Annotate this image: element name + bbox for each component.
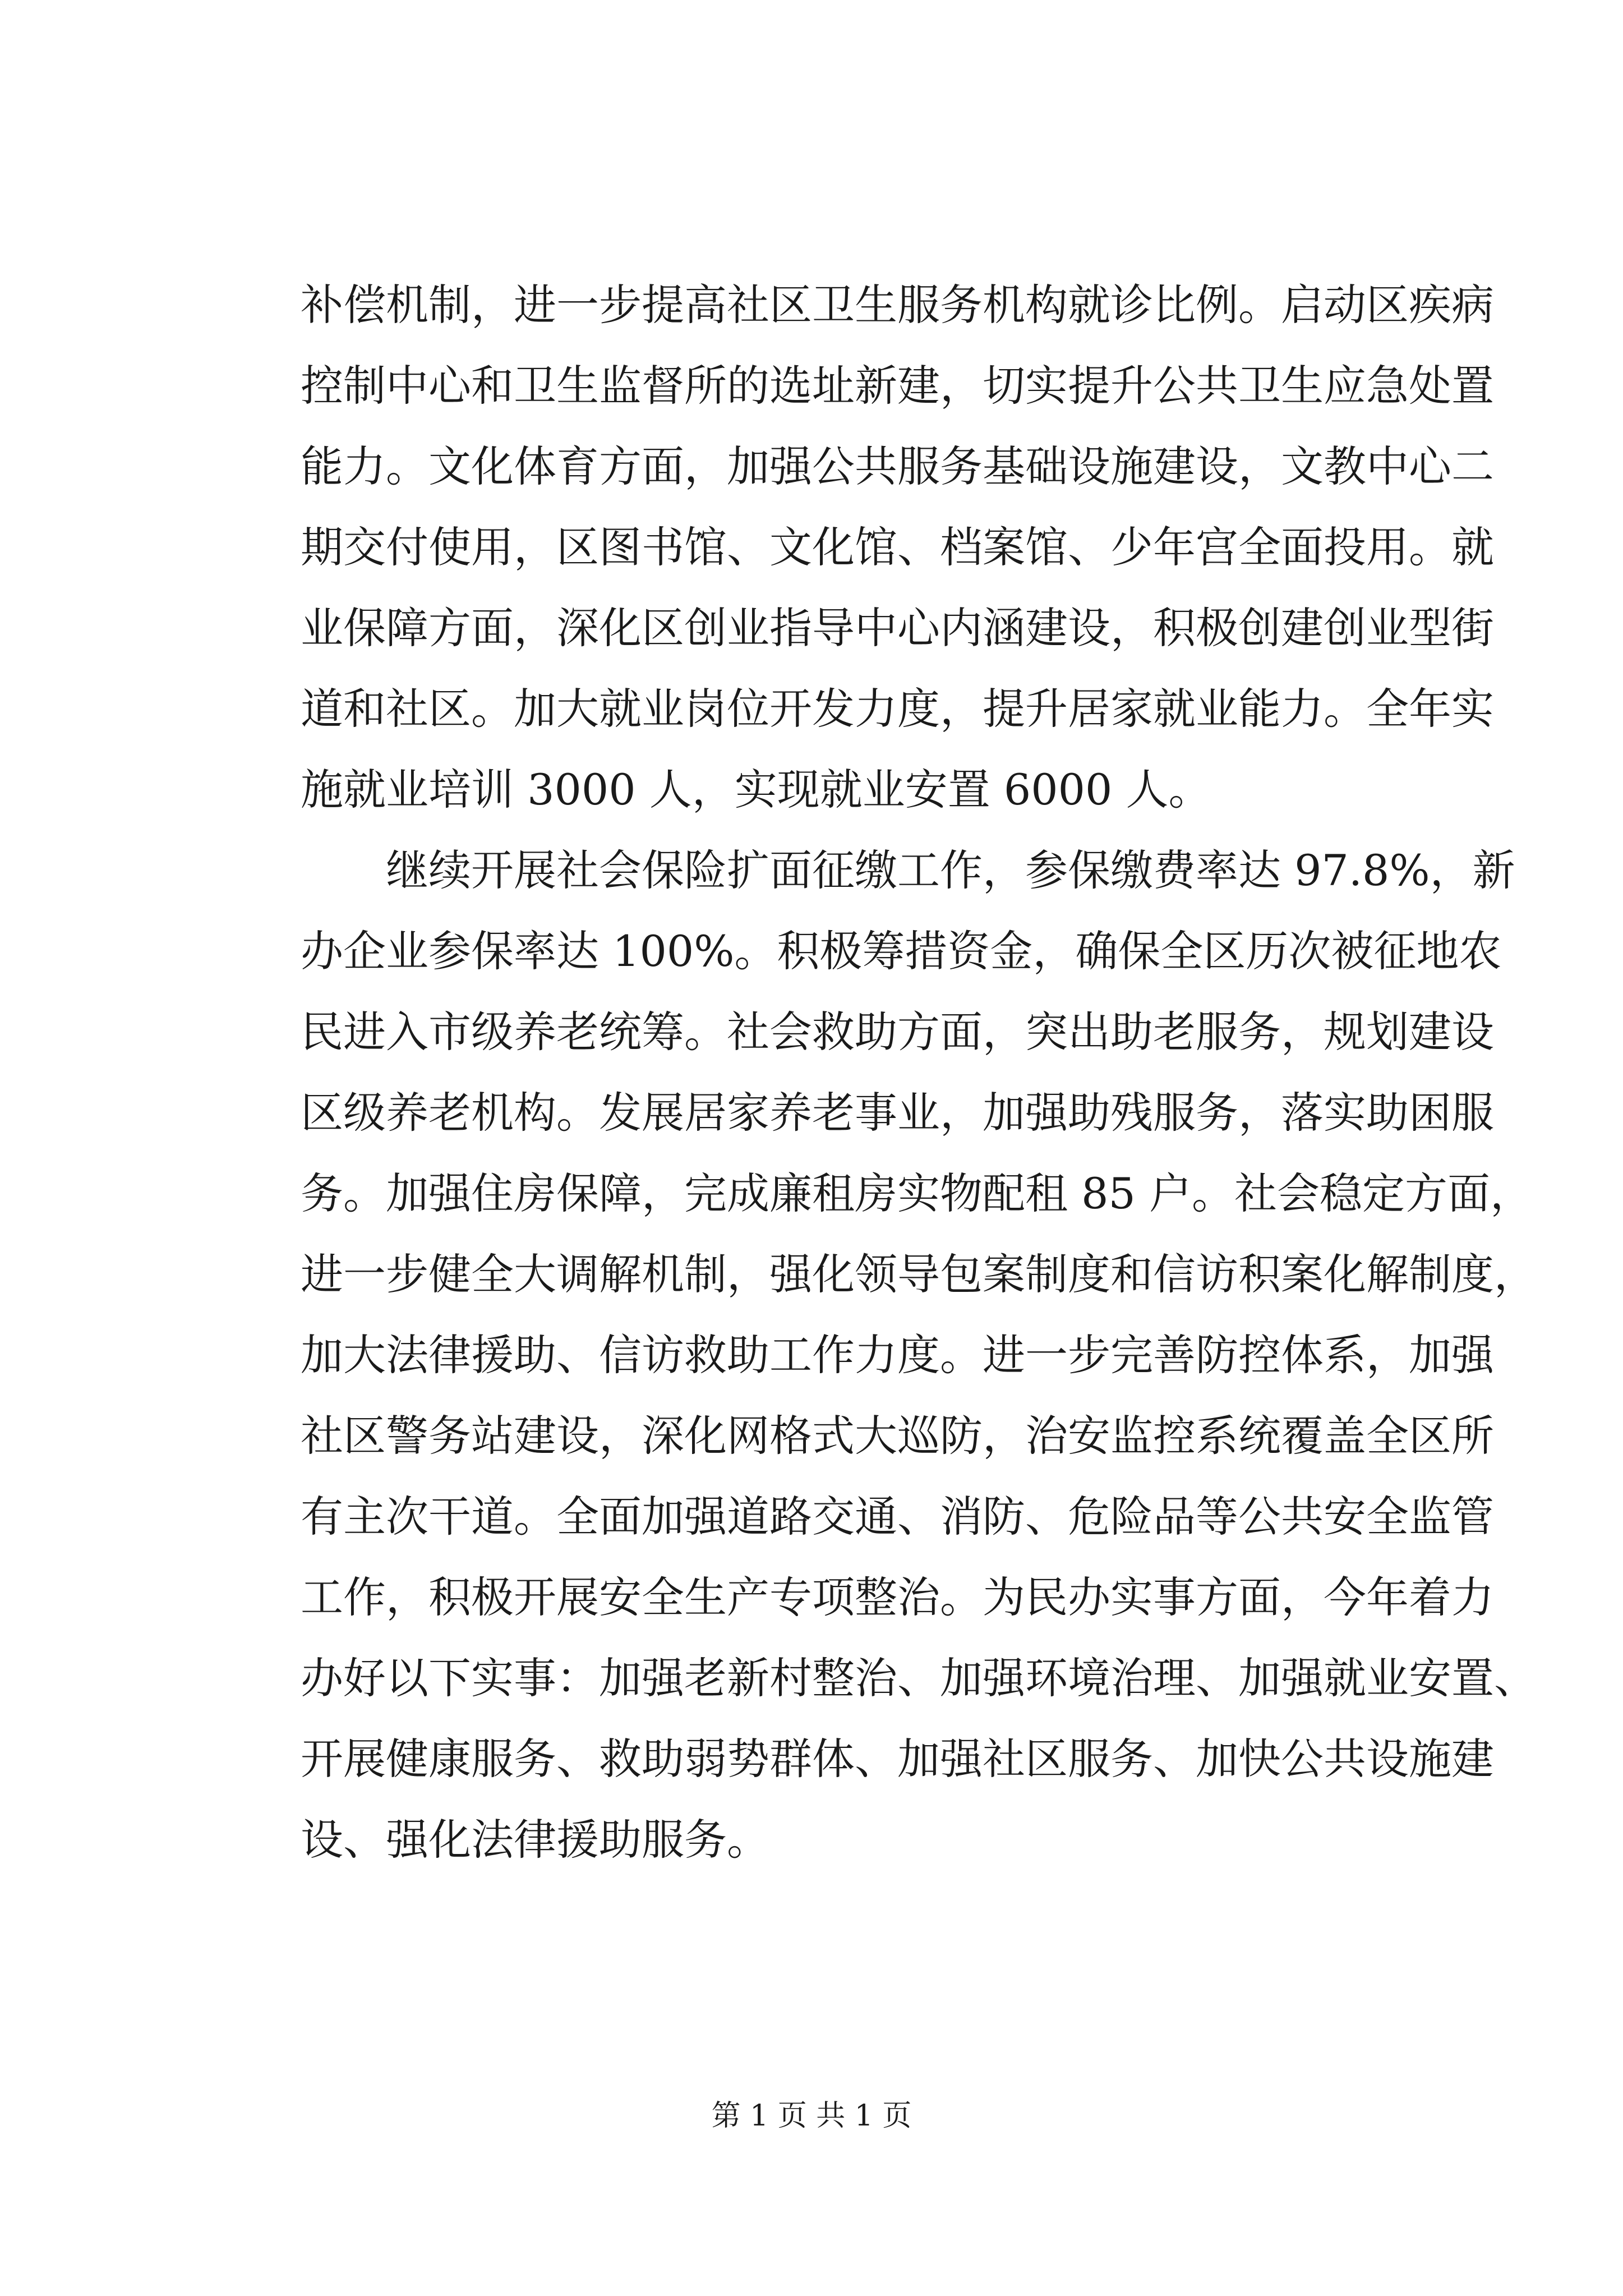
text-line: 道和社区。加大就业岗位开发力度，提升居家就业能力。全年实 [301, 684, 1494, 734]
page-number-footer: 第 1 页 共 1 页 [711, 2099, 912, 2133]
text-line: 区级养老机构。发展居家养老事业，加强助残服务，落实助困服 [301, 1088, 1494, 1138]
text-line: 继续开展社会保险扩面征缴工作，参保缴费率达 97.8%，新 [386, 845, 1515, 895]
text-line: 施就业培训 3000 人，实现就业安置 6000 人。 [301, 765, 1211, 815]
text-line: 补偿机制，进一步提高社区卫生服务机构就诊比例。启动区疾病 [301, 280, 1494, 330]
text-line: 进一步健全大调解机制，强化领导包案制度和信访积案化解制度， [301, 1249, 1537, 1299]
text-line: 控制中心和卫生监督所的选址新建，切实提升公共卫生应急处置 [301, 361, 1494, 411]
text-line: 加大法律援助、信访救助工作力度。进一步完善防控体系，加强 [301, 1330, 1494, 1380]
text-line: 设、强化法律援助服务。 [301, 1815, 769, 1865]
body-text [301, 265, 1537, 1880]
text-line: 业保障方面，深化区创业指导中心内涵建设，积极创建创业型街 [301, 603, 1494, 653]
text-line: 期交付使用，区图书馆、文化馆、档案馆、少年宫全面投用。就 [301, 522, 1494, 572]
text-line: 有主次干道。全面加强道路交通、消防、危险品等公共安全监管 [301, 1492, 1494, 1542]
text-line: 办好以下实事：加强老新村整治、加强环境治理、加强就业安置、 [301, 1653, 1537, 1703]
text-line: 社区警务站建设，深化网格式大巡防，治安监控系统覆盖全区所 [301, 1411, 1494, 1461]
text-line: 务。加强住房保障，完成廉租房实物配租 85 户。社会稳定方面， [301, 1168, 1533, 1218]
text-line: 民进入市级养老统筹。社会救助方面，突出助老服务，规划建设 [301, 1007, 1494, 1057]
text-line: 工作，积极开展安全生产专项整治。为民办实事方面，今年着力 [301, 1572, 1494, 1622]
text-line: 开展健康服务、救助弱势群体、加强社区服务、加快公共设施建 [301, 1734, 1494, 1784]
text-line: 能力。文化体育方面，加强公共服务基础设施建设，文教中心二 [301, 441, 1494, 491]
text-line: 办企业参保率达 100%。积极筹措资金，确保全区历次被征地农 [301, 926, 1502, 976]
